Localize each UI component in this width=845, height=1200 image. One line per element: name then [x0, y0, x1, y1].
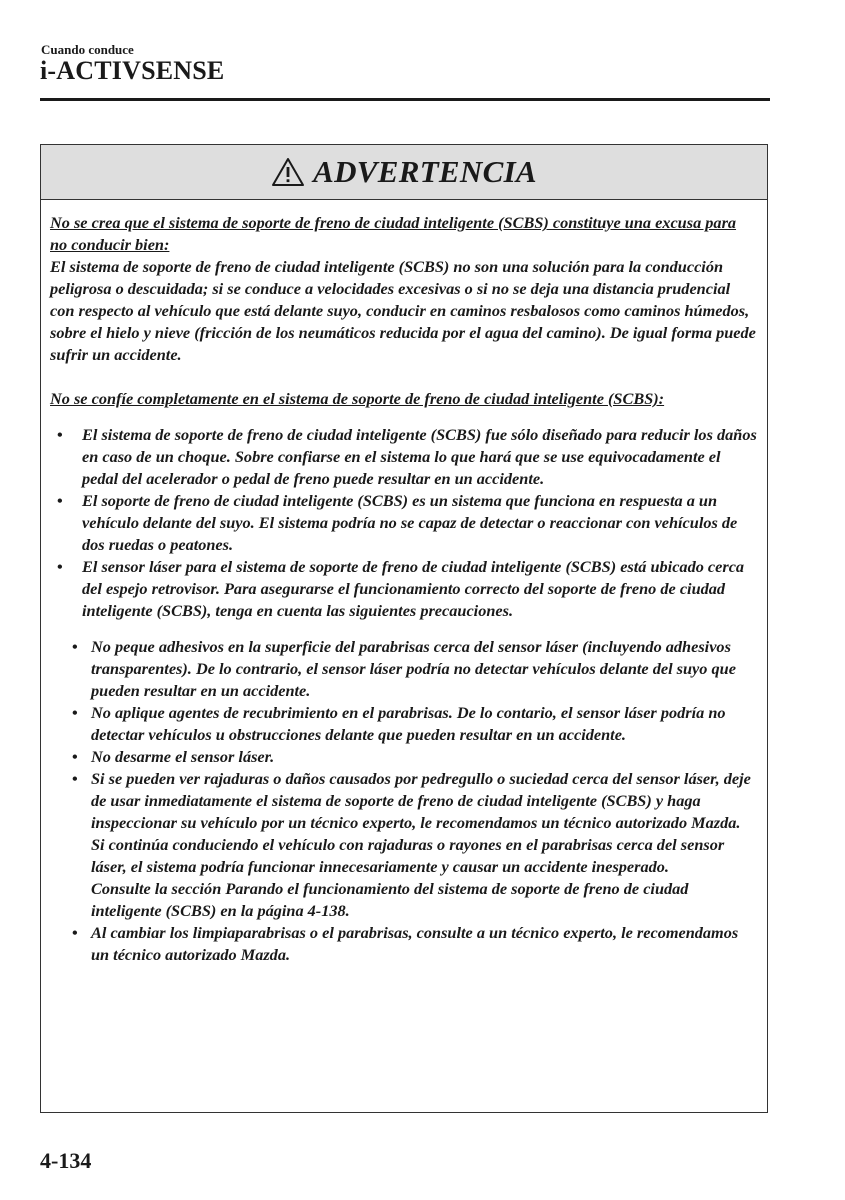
block1-title: No se crea que el sistema de soporte de freno de ciudad inteligente (SCBS) constituye una excusa para no conducir bien: — [50, 213, 737, 254]
list-item — [50, 922, 757, 966]
warning-header — [41, 145, 767, 200]
subbullet-text: No desarme el sensor láser. — [91, 747, 275, 766]
warning-body — [41, 200, 767, 966]
warning-heading: ADVERTENCIA — [313, 154, 537, 189]
bullet: • — [57, 425, 63, 444]
page-title: i-ACTIVSENSE — [40, 56, 225, 85]
subbullet-text: Si se pueden ver rajaduras o daños causados por pedregullo o suciedad cerca del sensor láser, deje de usar inmediatamente el sistema de soporte de freno de ciudad inteligente (SCBS) y haga inspeccionar su vehículo por un técnico experto, le recomendamos un técnico autorizado Mazda. Si continúa conduciendo el vehículo con rajaduras o rayones en el parabrisas cerca del sensor láser, el sistema podría funcionar innecesariamente y causar un accidente inesperado. — [91, 769, 751, 876]
list-item — [50, 490, 757, 556]
block2-title: No se confíe completamente en el sistema de soporte de freno de ciudad inteligente (SCBS): — [50, 389, 665, 408]
section-label: Cuando conduce — [41, 42, 134, 57]
bullet: • — [57, 491, 63, 510]
bullet-text: El sistema de soporte de freno de ciudad inteligente (SCBS) fue sólo diseñado para reducir los daños en caso de un choque. Sobre confiarse en el sistema lo que hará que se use equivocadamente el pedal del acelerador o pedal de freno puede resultar en un accidente. — [82, 425, 757, 488]
bullet: • — [72, 703, 78, 722]
list-item — [50, 556, 757, 622]
page-number: 4-134 — [40, 1148, 92, 1173]
warning-triangle-icon — [271, 157, 305, 187]
bullet: • — [72, 923, 78, 942]
block1-text: El sistema de soporte de freno de ciudad inteligente (SCBS) no son una solución para la conducción peligrosa o descuidada; si se conduce a velocidades excesivas o si no se deja una distancia prudencial con respecto al vehículo que está delante suyo, conducir en caminos resbalosos como caminos húmedos, sobre el hielo y nieve (fricción de los neumáticos reducida por el agua del camino). De igual forma puede sufrir un accidente. — [50, 257, 756, 364]
bullet-text: El soporte de freno de ciudad inteligente (SCBS) es un sistema que funciona en respuesta a un vehículo delante del suyo. El sistema podría no se capaz de detectar o reaccionar con vehículos de dos ruedas o peatones. — [82, 491, 738, 554]
list-item — [50, 702, 757, 746]
subbullet-text: Al cambiar los limpiaparabrisas o el parabrisas, consulte a un técnico experto, le recomendamos un técnico autorizado Mazda. — [91, 923, 739, 964]
bullet: • — [72, 747, 78, 766]
list-item — [50, 746, 757, 768]
bullet-text: El sensor láser para el sistema de soporte de freno de ciudad inteligente (SCBS) está ubicado cerca del espejo retrovisor. Para asegurarse el funcionamiento correcto del soporte de freno de ciudad inteligente (SCBS), tenga en cuenta las siguientes precauciones. — [82, 557, 745, 620]
list-item — [50, 636, 757, 702]
list-item — [50, 424, 757, 490]
title-divider — [40, 98, 770, 101]
bullet: • — [72, 637, 78, 656]
bullet: • — [57, 557, 63, 576]
subbullet-text: No peque adhesivos en la superficie del parabrisas cerca del sensor láser (incluyendo adhesivos transparentes). De lo contrario, el sensor láser podría no detectar vehículos delante del suyo que pueden resultar en un accidente. — [91, 637, 736, 700]
page-reference: Consulte la sección Parando el funcionamiento del sistema de soporte de freno de ciudad inteligente (SCBS) en la página 4-138. — [91, 879, 689, 920]
list-item — [50, 768, 757, 922]
warning-box — [40, 144, 768, 1113]
bullet: • — [72, 769, 78, 788]
subbullet-text: No aplique agentes de recubrimiento en el parabrisas. De lo contario, el sensor láser podría no detectar vehículos u obstrucciones delante que pueden resultar en un accidente. — [91, 703, 726, 744]
